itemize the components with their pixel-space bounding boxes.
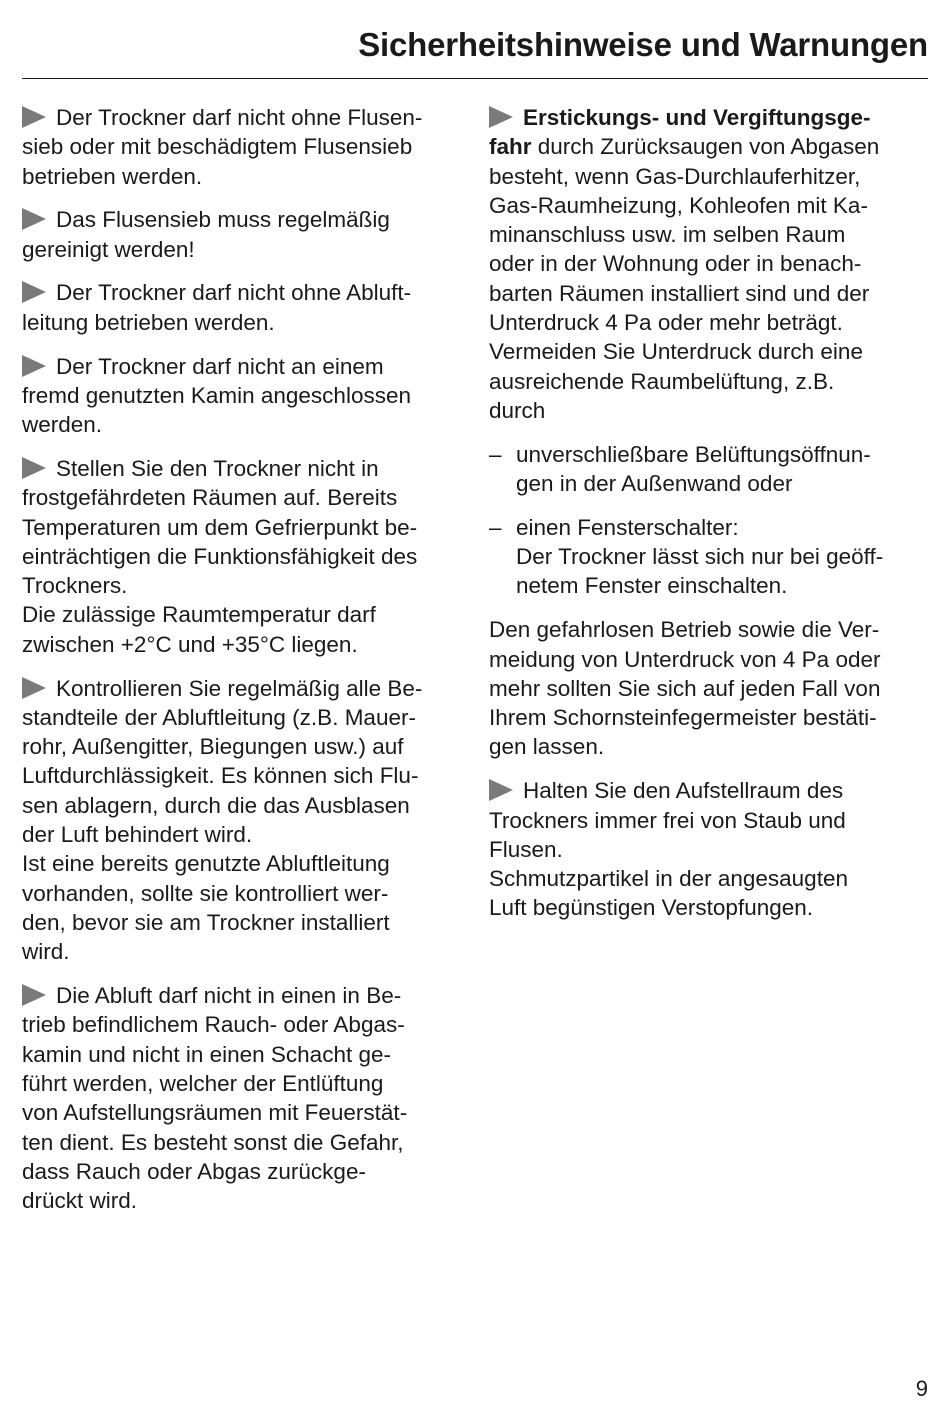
text-line: Schmutzpartikel in der angesaugten xyxy=(489,866,848,892)
safety-paragraph xyxy=(22,205,470,264)
text-line: sieb oder mit beschädigtem Flusensieb xyxy=(22,134,413,160)
text-line: sen ablagern, durch die das Ausblasen xyxy=(22,792,410,818)
safety-paragraph xyxy=(22,454,470,659)
triangle-right-icon xyxy=(489,106,513,128)
text-line: Der Trockner darf nicht ohne Abluft- xyxy=(56,280,412,306)
text-line: Die Abluft darf nicht in einen in Be- xyxy=(56,983,402,1009)
triangle-right-icon xyxy=(22,106,46,128)
dash-marker: – xyxy=(489,514,502,540)
warning-paragraph xyxy=(489,103,929,425)
text-line: gen lassen. xyxy=(489,734,605,760)
triangle-right-icon xyxy=(22,355,46,377)
text-line: Flusen. xyxy=(489,836,563,862)
text-line: Ist eine bereits genutzte Abluftleitung xyxy=(22,851,390,877)
list-item xyxy=(489,513,929,601)
title-divider xyxy=(22,78,928,79)
text-line: durch xyxy=(489,397,546,423)
safety-paragraph xyxy=(489,615,929,761)
text-line: Temperaturen um dem Gefrierpunkt be- xyxy=(22,514,418,540)
text-line: zwischen +2°C und +35°C liegen. xyxy=(22,631,358,657)
text-line: führt werden, welcher der Entlüftung xyxy=(22,1070,384,1096)
text-line: frostgefährdeten Räumen auf. Bereits xyxy=(22,485,398,511)
safety-paragraph xyxy=(22,981,470,1215)
safety-paragraph xyxy=(22,352,470,440)
text-line: minanschluss usw. im selben Raum xyxy=(489,222,846,248)
text-line: rohr, Außengitter, Biegungen usw.) auf xyxy=(22,734,404,760)
text-line: Luft begünstigen Verstopfungen. xyxy=(489,895,814,921)
text-line: Stellen Sie den Trockner nicht in xyxy=(56,455,379,481)
page-title: Sicherheitshinweise und Warnungen xyxy=(358,26,928,63)
left-column xyxy=(22,103,470,1230)
text-line: mehr sollten Sie sich auf jeden Fall von xyxy=(489,675,881,701)
text-line: Der Trockner darf nicht ohne Flusen- xyxy=(56,105,423,130)
ventilation-options-list xyxy=(489,440,929,601)
text-line: Gas-Raumheizung, Kohleofen mit Ka- xyxy=(489,192,868,218)
text-line: trieb befindlichem Rauch- oder Abgas- xyxy=(22,1012,405,1038)
text-line: Die zulässige Raumtemperatur darf xyxy=(22,602,376,628)
text-line: den, bevor sie am Trockner installiert xyxy=(22,909,390,935)
text-line: Den gefahrlosen Betrieb sowie die Ver- xyxy=(489,617,880,643)
triangle-right-icon xyxy=(22,208,46,230)
safety-paragraph xyxy=(22,278,470,337)
text-line: standteile der Abluftleitung (z.B. Mauer- xyxy=(22,704,416,730)
text-line: besteht, wenn Gas-Durchlauferhitzer, xyxy=(489,163,861,189)
safety-paragraph xyxy=(489,776,929,922)
text-line: Halten Sie den Aufstellraum des xyxy=(523,778,844,804)
page-number: 9 xyxy=(915,1376,928,1401)
warning-text: durch Zurücksaugen von Abgasen xyxy=(531,134,880,160)
text-line: dass Rauch oder Abgas zurückge- xyxy=(22,1158,366,1184)
text-line: gen in der Außenwand oder xyxy=(516,471,793,497)
text-line: meidung von Unterdruck von 4 Pa oder xyxy=(489,646,881,672)
text-line: netem Fenster einschalten. xyxy=(516,573,788,599)
text-line: kamin und nicht in einen Schacht ge- xyxy=(22,1041,391,1067)
text-line: fremd genutzten Kamin angeschlossen xyxy=(22,382,411,408)
triangle-right-icon xyxy=(22,984,46,1006)
text-line: einen Fensterschalter: xyxy=(516,514,739,540)
dash-marker: – xyxy=(489,441,502,467)
text-line: einträchtigen die Funktionsfähigkeit des xyxy=(22,543,418,569)
triangle-right-icon xyxy=(22,677,46,699)
text-line: werden. xyxy=(22,412,103,438)
text-line: Der Trockner darf nicht an einem xyxy=(56,353,384,379)
text-line: ten dient. Es besteht sonst die Gefahr, xyxy=(22,1129,404,1155)
text-line: der Luft behindert wird. xyxy=(22,822,253,848)
text-line: Unterdruck 4 Pa oder mehr beträgt. xyxy=(489,310,843,336)
list-item xyxy=(489,440,929,499)
text-line: Trockners. xyxy=(22,573,128,599)
text-line: ausreichende Raumbelüftung, z.B. xyxy=(489,368,835,394)
text-line: Luftdurchlässigkeit. Es können sich Flu- xyxy=(22,763,419,789)
safety-paragraph xyxy=(22,674,470,967)
text-line: von Aufstellungsräumen mit Feuerstät- xyxy=(22,1100,408,1126)
triangle-right-icon xyxy=(22,281,46,303)
safety-paragraph xyxy=(22,103,470,191)
text-line: betrieben werden. xyxy=(22,163,203,189)
text-line: vorhanden, sollte sie kontrolliert wer- xyxy=(22,880,389,906)
text-line: Trockners immer frei von Staub und xyxy=(489,807,846,833)
right-column xyxy=(489,103,929,937)
text-line: gereinigt werden! xyxy=(22,236,195,262)
text-line: Ihrem Schornsteinfegermeister bestäti- xyxy=(489,705,877,731)
text-line: leitung betrieben werden. xyxy=(22,309,275,335)
text-line: Das Flusensieb muss regelmäßig xyxy=(56,207,390,233)
text-line: unverschließbare Belüftungsöffnun- xyxy=(516,441,871,467)
triangle-right-icon xyxy=(489,779,513,801)
text-line: Kontrollieren Sie regelmäßig alle Be- xyxy=(56,675,423,701)
text-line: oder in der Wohnung oder in benach- xyxy=(489,251,862,277)
warning-heading-end: fahr xyxy=(489,134,532,160)
warning-heading: Erstickungs- und Vergiftungsge- xyxy=(523,105,871,130)
text-line: wird. xyxy=(22,939,70,965)
text-line: barten Räumen installiert sind und der xyxy=(489,280,870,306)
text-line: Der Trockner lässt sich nur bei geöff- xyxy=(516,544,884,570)
triangle-right-icon xyxy=(22,457,46,479)
text-line: drückt wird. xyxy=(22,1188,138,1214)
text-line: Vermeiden Sie Unterdruck durch eine xyxy=(489,339,863,365)
